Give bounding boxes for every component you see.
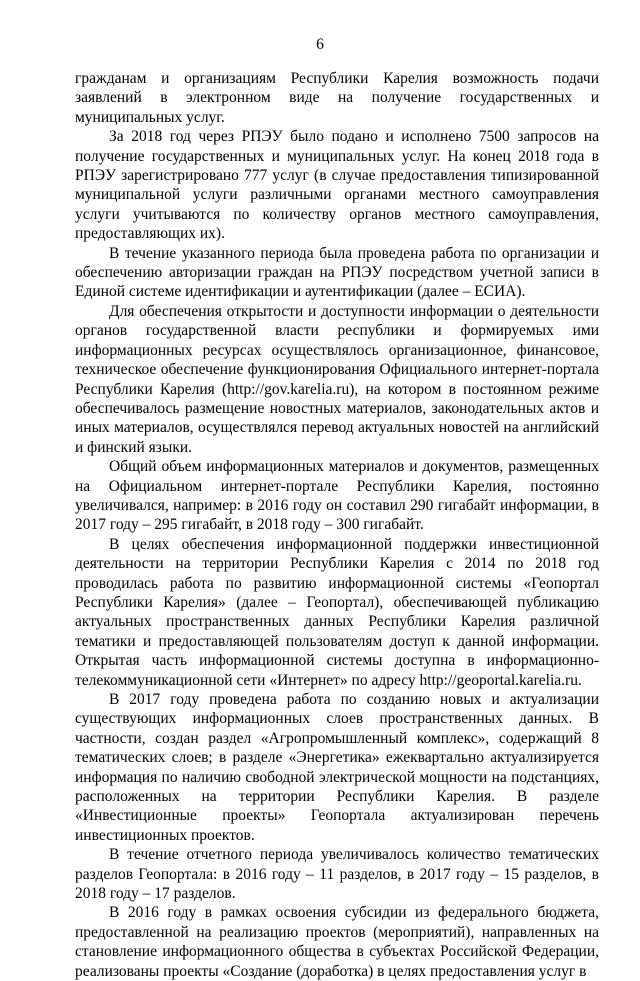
paragraph-7: В 2017 году проведена работа по созданию новых и актуализации существующих информационных слоев пространственных данных. В частности, создан раздел «Агропромышленный комплекс», содержащий 8 тематических слоев; в разделе «Энергетика» ежеквартально актуализируется информация по наличию свободной электрической мощности на подстанциях, расположенных на территории Республики Карелия. В разделе «Инвестиционные проекты» Геопортала актуализирован перечень инвестиционных проектов.: [75, 691, 599, 844]
paragraph-6: В целях обеспечения информационной поддержки инвестиционной деятельности на территории Республики Карелия с 2014 по 2018 год проводилась работа по развитию информационной системы «Геопортал Республики Карелия» (далее – Геопортал), обеспечивающей публикацию актуальных пространственных данных Республики Карелия различной тематики и предоставляющей пользователям доступ к данной информации. Открытая часть информационной системы доступна в информационно-телекоммуникационной сети «Интернет» по адресу http://geoportal.karelia.ru.: [75, 535, 599, 689]
page-number: 6: [316, 36, 324, 53]
paragraph-3: В течение указанного периода была проведена работа по организации и обеспечению авторизации граждан на РПЭУ посредством учетной записи в Единой системе идентификации и аутентификации (далее – ЕСИА).: [75, 244, 599, 301]
paragraph-4: Для обеспечения открытости и доступности информации о деятельности органов государственной власти республики и формируемых ими информационных ресурсах осуществлялось организационное, финансовое, техническое обеспечение функционирования Официального интернет-портала Республики Карелия (http://gov.karelia.ru), на котором в постоянном режиме обеспечивалось размещение новостных материалов, законодательных актов и иных материалов, осуществлялся перевод актуальных новостей на английский и финский языки.: [75, 302, 599, 456]
document-body: [75, 69, 599, 981]
paragraph-5: Общий объем информационных материалов и документов, размещенных на Официальном интернет-портале Республики Карелия, постоянно увеличивался, например: в 2016 году он составил 290 гигабайт информации, в 2017 году – 295 гигабайт, в 2018 году – 300 гигабайт.: [75, 458, 599, 534]
paragraph-8: В течение отчетного периода увеличивалось количество тематических разделов Геопортала: в 2016 году – 11 разделов, в 2017 году – 15 разделов, в 2018 году – 17 разделов.: [75, 846, 599, 903]
paragraph-9: В 2016 году в рамках освоения субсидии из федерального бюджета, предоставленной на реализацию проектов (мероприятий), направленных на становление информационного общества в субъектах Российской Федерации, реализованы проекты «Создание (доработка) в целях предоставления услуг в: [75, 904, 599, 980]
paragraph-1: гражданам и организациям Республики Карелия возможность подачи заявлений в электронном виде на получение государственных и муниципальных услуг.: [75, 70, 599, 126]
paragraph-2: За 2018 год через РПЭУ было подано и исполнено 7500 запросов на получение государственных и муниципальных услуг. На конец 2018 года в РПЭУ зарегистрировано 777 услуг (в случае предоставления типизированной муниципальной услуги различными органами местного самоуправления услуги учитываются по количеству органов местного самоуправления, предоставляющих их).: [75, 128, 599, 243]
